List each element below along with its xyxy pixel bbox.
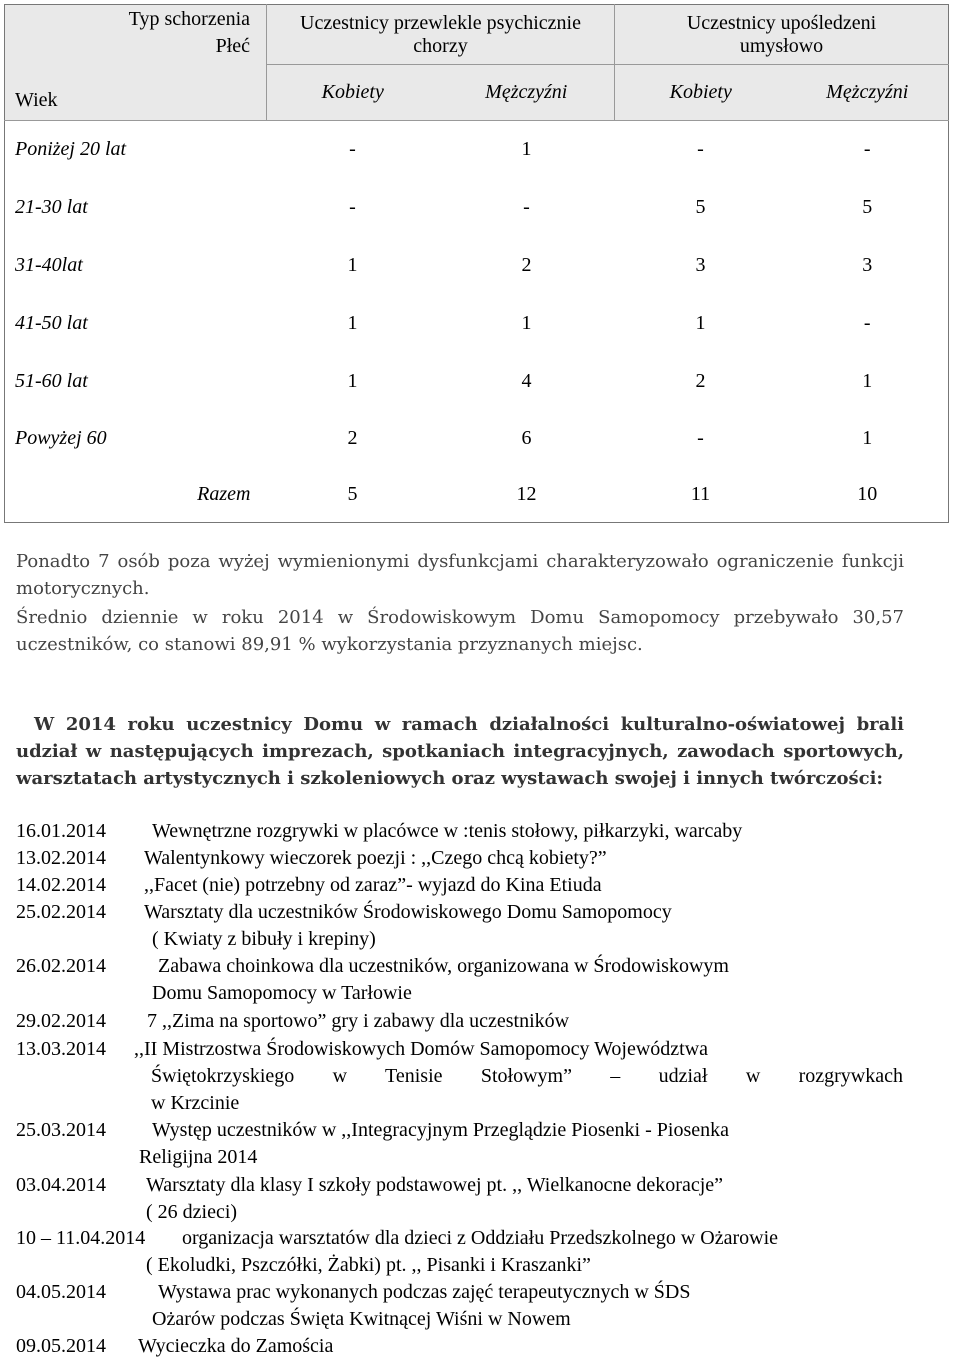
event-text-continued: Świętokrzyskiego w Tenisie Stołowym” – udział w rozgrywkach bbox=[151, 1065, 903, 1087]
event-text: Występ uczestników w ,,Integracyjnym Przeglądzie Piosenki - Piosenka bbox=[152, 1119, 729, 1141]
event-text: Wewnętrzne rozgrywki w placówce w :tenis stołowy, piłkarzyki, warcaby bbox=[152, 820, 743, 842]
events-intro-paragraph: W 2014 roku uczestnicy Domu w ramach działalności kulturalno-oświatowej brali udział w następujących imprezach, spotkaniach integracyjnych, zawodach sportowych, warsztatach artystycznych i szkoleniowych oraz wystawach swojej i innych twórczości: bbox=[16, 714, 904, 789]
event-text: ,,II Mistrzostwa Środowiskowych Domów Samopomocy Województwa bbox=[134, 1038, 709, 1060]
event-text-continued: Religijna 2014 bbox=[139, 1146, 258, 1168]
table-cell: 1 bbox=[862, 427, 873, 449]
table-cell: 1 bbox=[347, 370, 358, 392]
event-date: 13.02.2014 bbox=[16, 847, 106, 869]
table-cell: - bbox=[863, 138, 871, 161]
event-date: 25.02.2014 bbox=[16, 901, 106, 923]
table-cell: 1 bbox=[695, 312, 706, 334]
event-text-continued: Domu Samopomocy w Tarłowie bbox=[152, 982, 412, 1004]
event-date: 03.04.2014 bbox=[16, 1174, 106, 1196]
table-cell: 2 bbox=[521, 254, 532, 276]
event-text: Walentynkowy wieczorek poezji : ,,Czego chcą kobiety?” bbox=[144, 847, 607, 869]
subheader-men-1: Mężczyźni bbox=[439, 65, 615, 121]
table-row bbox=[5, 353, 949, 411]
group-header-psychiatric: Uczestnicy przewlekle psychicznie chorzy bbox=[267, 5, 615, 65]
event-date: 25.03.2014 bbox=[16, 1119, 106, 1141]
event-text-continued: Ożarów podczas Święta Kwitnącej Wiśni w Nowem bbox=[152, 1308, 571, 1330]
subheader-men-2: Mężczyźni bbox=[787, 65, 949, 121]
table-cell: 1 bbox=[521, 138, 532, 161]
event-text: 7 ,,Zima na sportowo” gry i zabawy dla uczestników bbox=[147, 1010, 570, 1032]
event-text: Warsztaty dla klasy I szkoły podstawowej pt. ,, Wielkanocne dekoracje” bbox=[146, 1174, 724, 1196]
event-text: Warsztaty dla uczestników Środowiskowego Domu Samopomocy bbox=[144, 901, 672, 923]
table-cell: 1 bbox=[347, 254, 358, 276]
table-row bbox=[5, 411, 949, 467]
corner-type-label: Typ schorzenia bbox=[128, 8, 250, 30]
row-label: 21-30 lat bbox=[15, 196, 88, 218]
group-header-intellectual: Uczestnicy upośledzeni umysłowo bbox=[615, 5, 949, 65]
event-text: Wycieczka do Zamościa bbox=[138, 1335, 334, 1357]
total-cell: 12 bbox=[516, 482, 537, 505]
event-date: 16.01.2014 bbox=[16, 820, 106, 842]
table-cell: 6 bbox=[521, 427, 532, 449]
table-cell: 4 bbox=[521, 370, 532, 392]
event-text-continued: ( 26 dzieci) bbox=[146, 1201, 238, 1223]
corner-sex-label: Płeć bbox=[215, 35, 250, 57]
row-label: 41-50 lat bbox=[15, 312, 88, 334]
table-cell: 1 bbox=[521, 312, 532, 334]
event-date: 29.02.2014 bbox=[16, 1010, 106, 1032]
event-date: 04.05.2014 bbox=[16, 1281, 106, 1303]
table-row bbox=[5, 121, 949, 179]
table-cell: - bbox=[697, 138, 704, 161]
event-text: Wystawa prac wykonanych podczas zajęć terapeutycznych w ŚDS bbox=[158, 1281, 691, 1303]
row-label: 31-40lat bbox=[15, 254, 83, 276]
table-cell: 3 bbox=[695, 254, 706, 276]
table-row bbox=[5, 295, 949, 353]
row-label: 51-60 lat bbox=[15, 370, 88, 392]
event-text: ,,Facet (nie) potrzebny od zaraz”- wyjazd do Kina Etiuda bbox=[144, 874, 602, 896]
event-text-continued: ( Kwiaty z bibuły i krepiny) bbox=[152, 928, 376, 950]
table-cell: - bbox=[863, 312, 871, 334]
corner-age-label: Wiek bbox=[15, 89, 58, 111]
event-date: 14.02.2014 bbox=[16, 874, 106, 896]
table-cell: - bbox=[523, 196, 530, 218]
table-cell: 5 bbox=[862, 196, 873, 218]
table-cell: - bbox=[697, 427, 704, 449]
table-row bbox=[5, 237, 949, 295]
total-label: Razem bbox=[197, 482, 251, 505]
corner-header-cell bbox=[5, 5, 267, 121]
row-label: Poniżej 20 lat bbox=[15, 138, 127, 161]
event-date: 09.05.2014 bbox=[16, 1335, 106, 1357]
table-cell: 5 bbox=[695, 196, 706, 218]
table-cell: 2 bbox=[347, 427, 358, 449]
total-cell: 11 bbox=[690, 482, 711, 505]
table-cell: 1 bbox=[347, 312, 358, 334]
table-cell: - bbox=[349, 138, 356, 161]
table-cell: - bbox=[349, 196, 356, 218]
age-disorder-table bbox=[4, 4, 949, 523]
motor-limitation-paragraph: Ponadto 7 osób poza wyżej wymienionymi dysfunkcjami charakteryzowało ograniczenie funkcji motorycznych. bbox=[16, 551, 904, 599]
table-cell: 3 bbox=[862, 254, 873, 276]
event-date: 13.03.2014 bbox=[16, 1038, 106, 1060]
attendance-paragraph: Średnio dziennie w roku 2014 w Środowiskowym Domu Samopomocy przebywało 30,57 uczestników, co stanowi 89,91 % wykorzystania przyznanych miejsc. bbox=[16, 607, 904, 655]
event-date: 26.02.2014 bbox=[16, 955, 106, 977]
event-text: Zabawa choinkowa dla uczestników, organizowana w Środowiskowym bbox=[158, 955, 729, 977]
table-cell: 1 bbox=[862, 370, 873, 392]
table-cell: 2 bbox=[695, 370, 706, 392]
event-text-continued: w Krzcinie bbox=[151, 1092, 240, 1114]
row-label: Powyżej 60 bbox=[15, 427, 107, 449]
total-cell: 10 bbox=[857, 482, 878, 505]
event-date: 10 – 11.04.2014 bbox=[16, 1227, 146, 1249]
subheader-women-1: Kobiety bbox=[267, 65, 439, 121]
total-cell: 5 bbox=[347, 482, 358, 505]
total-row bbox=[5, 467, 949, 523]
subheader-women-2: Kobiety bbox=[615, 65, 787, 121]
table-row bbox=[5, 179, 949, 237]
event-text: organizacja warsztatów dla dzieci z Oddziału Przedszkolnego w Ożarowie bbox=[182, 1227, 779, 1249]
event-text-continued: ( Ekoludki, Pszczółki, Żabki) pt. ,, Pisanki i Kraszanki” bbox=[146, 1254, 591, 1276]
